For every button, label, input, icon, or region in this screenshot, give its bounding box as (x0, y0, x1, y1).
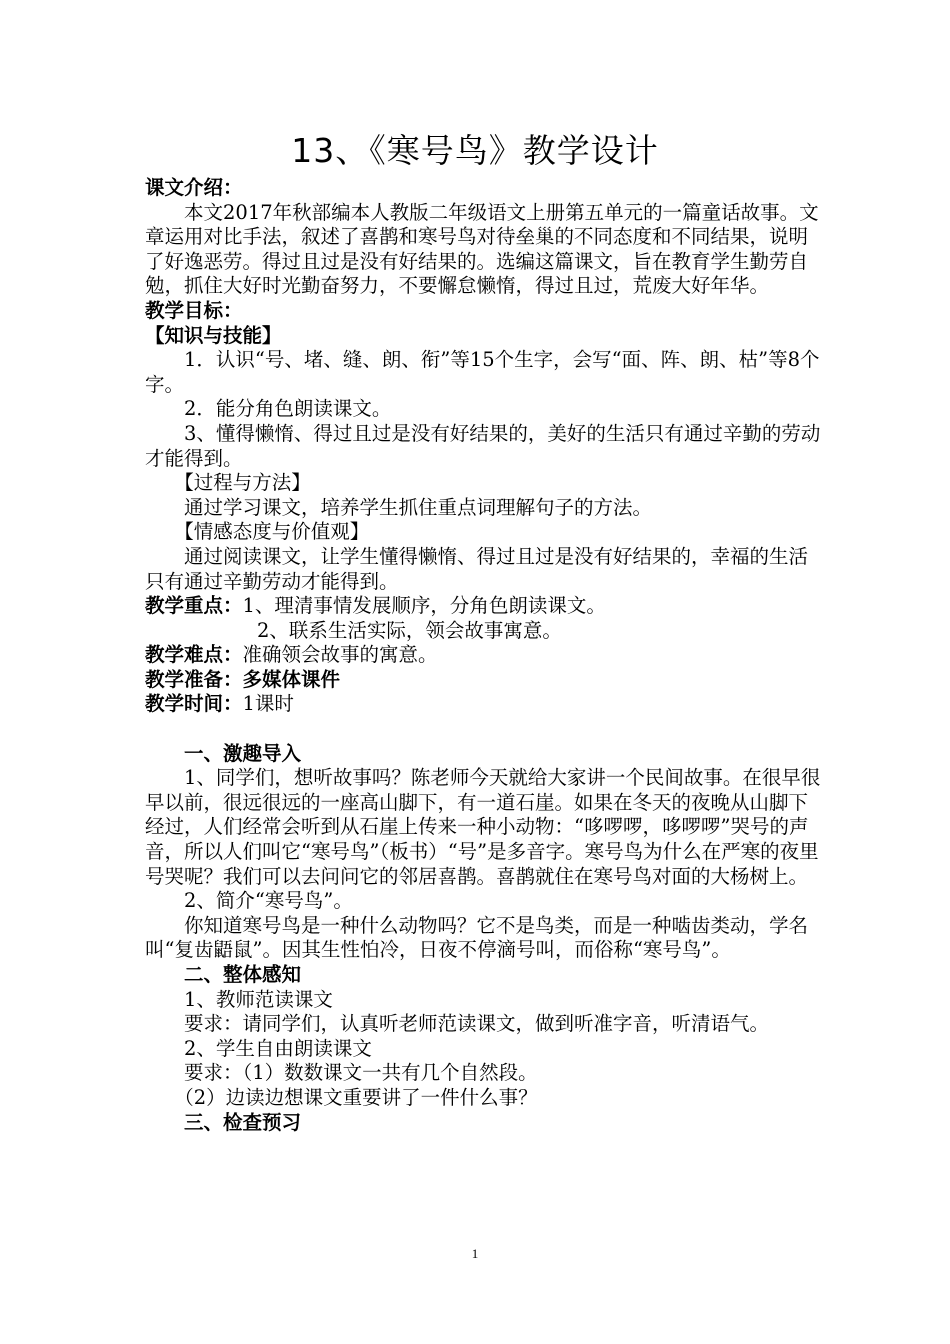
section-2-step-2: 2、学生自由朗读课文 (184, 1036, 372, 1060)
difficulty-label: 教学难点： (145, 643, 243, 667)
knowledge-heading: 【知识与技能】 (145, 323, 282, 347)
emotion-paragraph: 通过阅读课文，让学生懂得懒惰、得过且过是没有好结果的，幸福的生活只有通过辛勤劳动才能得到。 (145, 544, 809, 593)
difficulty-text: 准确领会故事的寓意。 (242, 643, 438, 667)
emotion-heading: 【情感态度与价值观】 (174, 520, 370, 544)
document-title: 13、《寒号鸟》教学设计 (291, 131, 659, 170)
document-body (145, 176, 825, 1135)
time-label: 教学时间： (145, 692, 243, 716)
time-row (145, 692, 825, 717)
knowledge-item-2: 2．能分角色朗读课文。 (184, 397, 392, 421)
time-text: 1课时 (242, 692, 294, 716)
section-3-heading: 三、检查预习 (184, 1110, 302, 1134)
section-2-step-2-requirement-1: 要求：（1）数数课文一共有几个自然段。 (184, 1061, 538, 1085)
preparation-row (145, 668, 825, 693)
preparation-label: 教学准备： (145, 667, 243, 691)
intro-heading: 课文介绍： (145, 176, 243, 199)
key-points-row (145, 594, 825, 619)
difficulty-row (145, 643, 825, 668)
knowledge-item-3: 3、懂得懒惰、得过且过是没有好结果的，美好的生活只有通过辛勤的劳动才能得到。 (145, 421, 821, 470)
section-1-paragraph-1: 1、同学们，想听故事吗？陈老师今天就给大家讲一个民间故事。在很早很早以前，很远很远的一座高山脚下，有一道石崖。如果在冬天的夜晚从山脚下经过，人们经常会听到从石崖上传来一种小动物：“哆啰啰，哆啰啰”哭号的声音，所以人们叫它“寒号鸟”（板书）“号”是多音字。寒号鸟为什么在严寒的夜里号哭呢？我们可以去问问它的邻居喜鹊。喜鹊就住在寒号鸟对面的大杨树上。 (145, 766, 821, 888)
section-1-heading: 一、激趣导入 (184, 741, 302, 765)
section-1-paragraph-3: 你知道寒号鸟是一种什么动物吗？它不是鸟类，而是一种啮齿类动，学名叫“复齿鼯鼠”。因其生性怕冷，日夜不停滴号叫，而俗称“寒号鸟”。 (145, 913, 809, 962)
intro-paragraph: 本文2017年秋部编本人教版二年级语文上册第五单元的一篇童话故事。文章运用对比手法，叙述了喜鹊和寒号鸟对待垒巢的不同态度和不同结果，说明了好逸恶劳。得过且过是没有好结果的。选编这篇课文，旨在教育学生勤劳自勉，抓住大好时光勤奋努力，不要懈怠懒惰，得过且过，荒废大好年华。 (145, 200, 819, 298)
process-paragraph: 通过学习课文，培养学生抓住重点词理解句子的方法。 (184, 495, 653, 519)
section-2-step-2-requirement-2: （2）边读边想课文重要讲了一件什么事？ (174, 1085, 538, 1109)
goals-heading: 教学目标： (145, 298, 243, 322)
section-2-step-1-requirement: 要求：请同学们，认真听老师范读课文，做到听准字音，听清语气。 (184, 1012, 770, 1036)
section-2-step-1: 1、教师范读课文 (184, 987, 333, 1011)
key-point-1: 1、理清事情发展顺序，分角色朗读课文。 (242, 594, 606, 618)
key-points-label: 教学重点： (145, 594, 243, 618)
key-point-2: 2、联系生活实际，领会故事寓意。 (257, 618, 562, 642)
section-2-heading: 二、整体感知 (184, 963, 302, 986)
page-number: 1 (471, 1246, 479, 1261)
section-1-paragraph-2: 2、简介“寒号鸟”。 (184, 889, 353, 913)
preparation-text: 多媒体课件 (242, 667, 341, 691)
process-heading: 【过程与方法】 (174, 471, 311, 495)
knowledge-item-1: 1．认识“号、堵、缝、朗、衔”等15个生字，会写“面、阵、朗、枯”等8个字。 (145, 348, 820, 396)
blank-line (145, 717, 825, 742)
